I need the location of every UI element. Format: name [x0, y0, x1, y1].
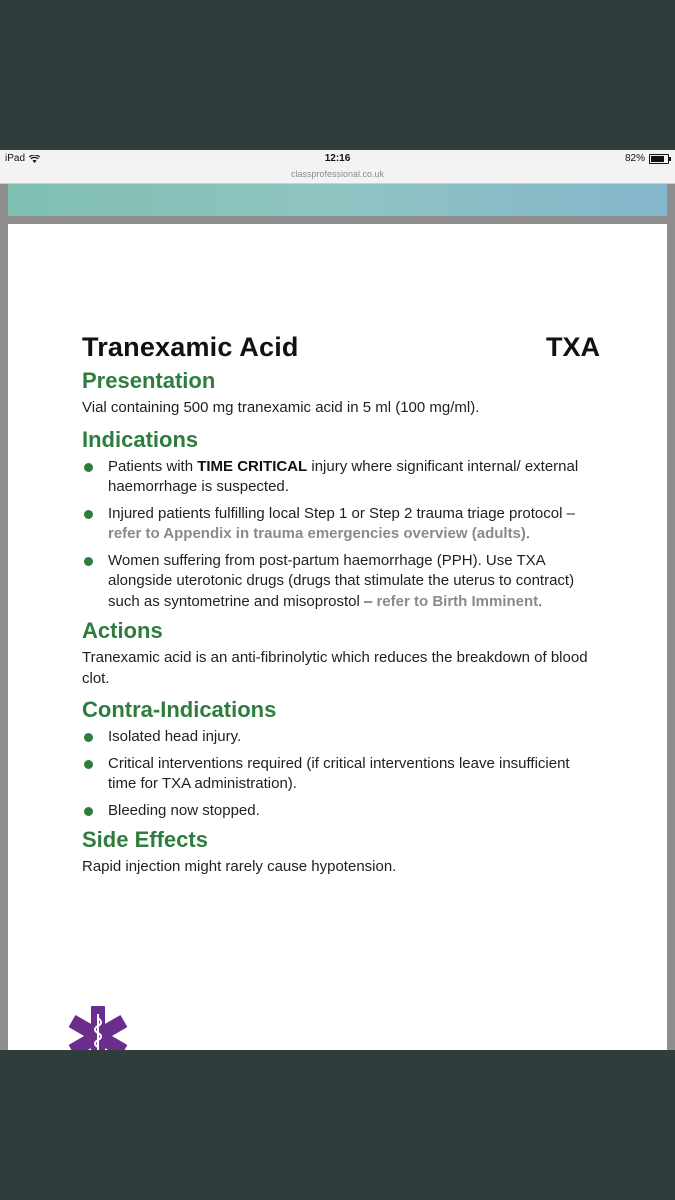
- document-page: [8, 224, 667, 1050]
- drug-abbreviation: TXA: [546, 332, 600, 362]
- title-row: [82, 332, 602, 366]
- bottom-background: [0, 1050, 675, 1200]
- status-bar: [0, 150, 675, 167]
- reference-link[interactable]: refer to Birth Imminent: [376, 592, 539, 610]
- drug-entry: [82, 332, 602, 886]
- list-item: Patients with TIME CRITICAL injury where significant internal/ external haemorrhage is suspected.: [82, 457, 602, 498]
- list-item: Injured patients fulfilling local Step 1 or Step 2 trauma triage protocol – refer to Appendix in trauma emergencies overview (adults).: [82, 504, 602, 545]
- url-text: classprofessional.co.uk: [290, 169, 385, 179]
- bullet-icon: [84, 733, 93, 742]
- list-item: Bleeding now stopped.: [82, 801, 602, 822]
- bullet-icon: [84, 807, 93, 816]
- list-item: Critical interventions required (if critical interventions leave insufficient time for TXA administration).: [82, 754, 602, 795]
- actions-text: Tranexamic acid is an anti-fibrinolytic which reduces the breakdown of blood clot.: [82, 649, 588, 687]
- bullet-icon: [84, 510, 93, 519]
- contra-indications-list: [82, 727, 602, 821]
- battery-percent: 82%: [624, 153, 645, 164]
- actions-heading: Actions: [82, 618, 163, 643]
- device-name: iPad: [5, 153, 26, 164]
- indications-heading: Indications: [82, 426, 199, 452]
- reference-link[interactable]: refer to Appendix in trauma emergencies overview (adults): [108, 525, 526, 542]
- ipad-screen: [0, 150, 675, 1050]
- status-right: [625, 153, 669, 164]
- contra-indications-heading: Contra-Indications: [82, 697, 277, 722]
- clock: 12:16: [324, 153, 351, 164]
- address-bar[interactable]: [0, 167, 675, 184]
- list-item: Women suffering from post-partum haemorrhage (PPH). Use TXA alongside uterotonic drugs (drugs that stimulate the uterus to contract) such as syntometrine and misoprostol – refer to Birth Imminent.: [82, 551, 602, 613]
- page-title: Tranexamic Acid: [82, 332, 299, 362]
- presentation-heading: Presentation: [82, 368, 216, 393]
- page-header-banner: [8, 184, 667, 216]
- side-effects-heading: Side Effects: [82, 827, 208, 852]
- indications-list: [82, 457, 602, 613]
- list-item: Isolated head injury.: [82, 727, 602, 748]
- bullet-icon: [84, 463, 93, 472]
- bullet-icon: [84, 557, 93, 566]
- side-effects-text: Rapid injection might rarely cause hypotension.: [82, 858, 397, 875]
- battery-icon: [649, 154, 669, 164]
- presentation-text: Vial containing 500 mg tranexamic acid in 5 ml (100 mg/ml).: [82, 399, 480, 416]
- bullet-icon: [84, 760, 93, 769]
- star-of-life-icon: [66, 1004, 130, 1050]
